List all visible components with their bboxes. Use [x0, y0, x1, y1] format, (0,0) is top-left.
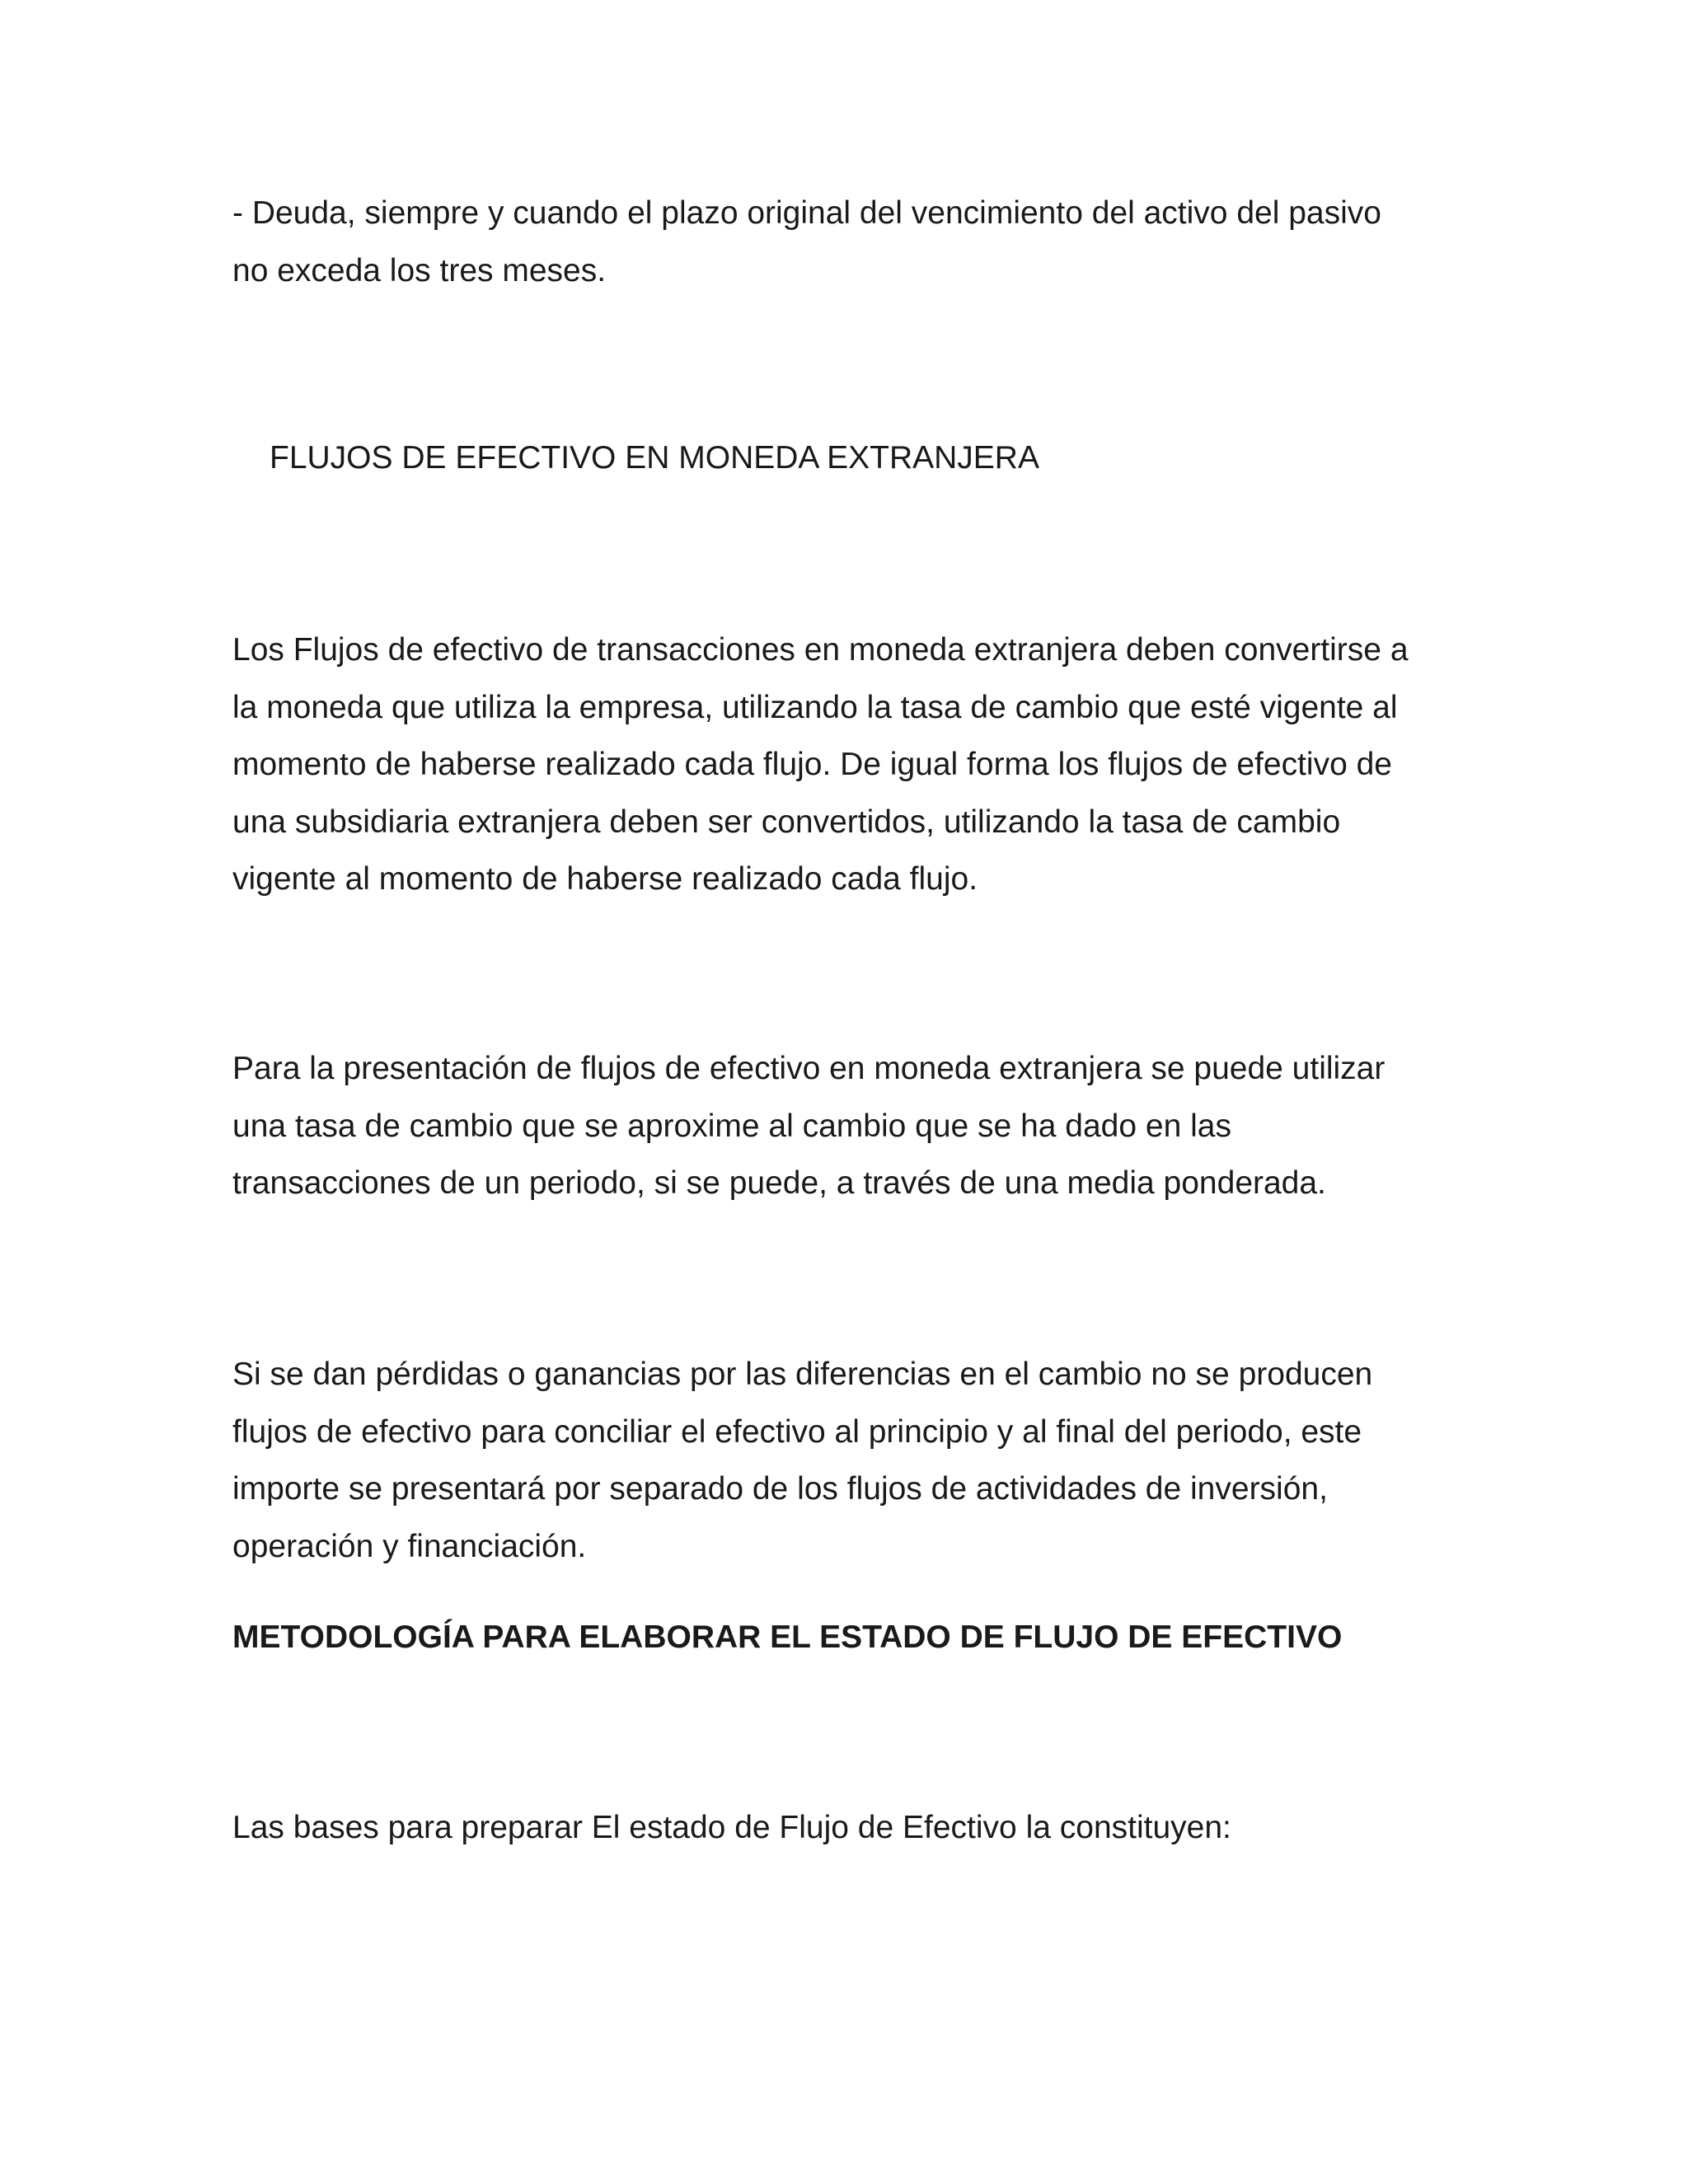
section-heading-metodologia: METODOLOGÍA PARA ELABORAR EL ESTADO DE FLUJO DE EFECTIVO: [232, 1619, 1343, 1655]
paragraph-presentacion: [232, 1040, 1469, 1212]
paragraph-perdidas: [232, 1346, 1469, 1575]
text-line: importe se presentará por separado de los flujos de actividades de inversión,: [232, 1471, 1328, 1507]
text-line: Las bases para preparar El estado de Flujo de Efectivo la constituyen:: [232, 1810, 1231, 1845]
section-heading-flujos: FLUJOS DE EFECTIVO EN MONEDA EXTRANJERA: [270, 440, 1039, 476]
text-line: Para la presentación de flujos de efectivo en moneda extranjera se puede utilizar: [232, 1051, 1386, 1086]
text-line: una tasa de cambio que se aproxime al cambio que se ha dado en las: [232, 1108, 1231, 1144]
text-line: Los Flujos de efectivo de transacciones en moneda extranjera deben convertirse a: [232, 632, 1409, 668]
text-line: no exceda los tres meses.: [232, 252, 607, 288]
text-line: la moneda que utiliza la empresa, utilizando la tasa de cambio que esté vigente al: [232, 689, 1398, 725]
text-line: - Deuda, siempre y cuando el plazo original del vencimiento del activo del pasivo: [232, 195, 1381, 231]
text-line: flujos de efectivo para conciliar el efectivo al principio y al final del periodo, este: [232, 1413, 1362, 1450]
text-line: transacciones de un periodo, si se puede, a través de una media ponderada.: [232, 1165, 1326, 1201]
paragraph-deuda: [232, 185, 1469, 299]
text-line: Si se dan pérdidas o ganancias por las diferencias en el cambio no se producen: [232, 1357, 1373, 1392]
paragraph-bases: [232, 1799, 1469, 1857]
text-line: una subsidiaria extranjera deben ser convertidos, utilizando la tasa de cambio: [232, 804, 1341, 840]
text-line: momento de haberse realizado cada flujo. De igual forma los flujos de efectivo de: [232, 747, 1392, 782]
text-line: vigente al momento de haberse realizado cada flujo.: [232, 861, 978, 897]
paragraph-flujos-moneda: [232, 621, 1469, 908]
text-line: operación y financiación.: [232, 1528, 587, 1564]
